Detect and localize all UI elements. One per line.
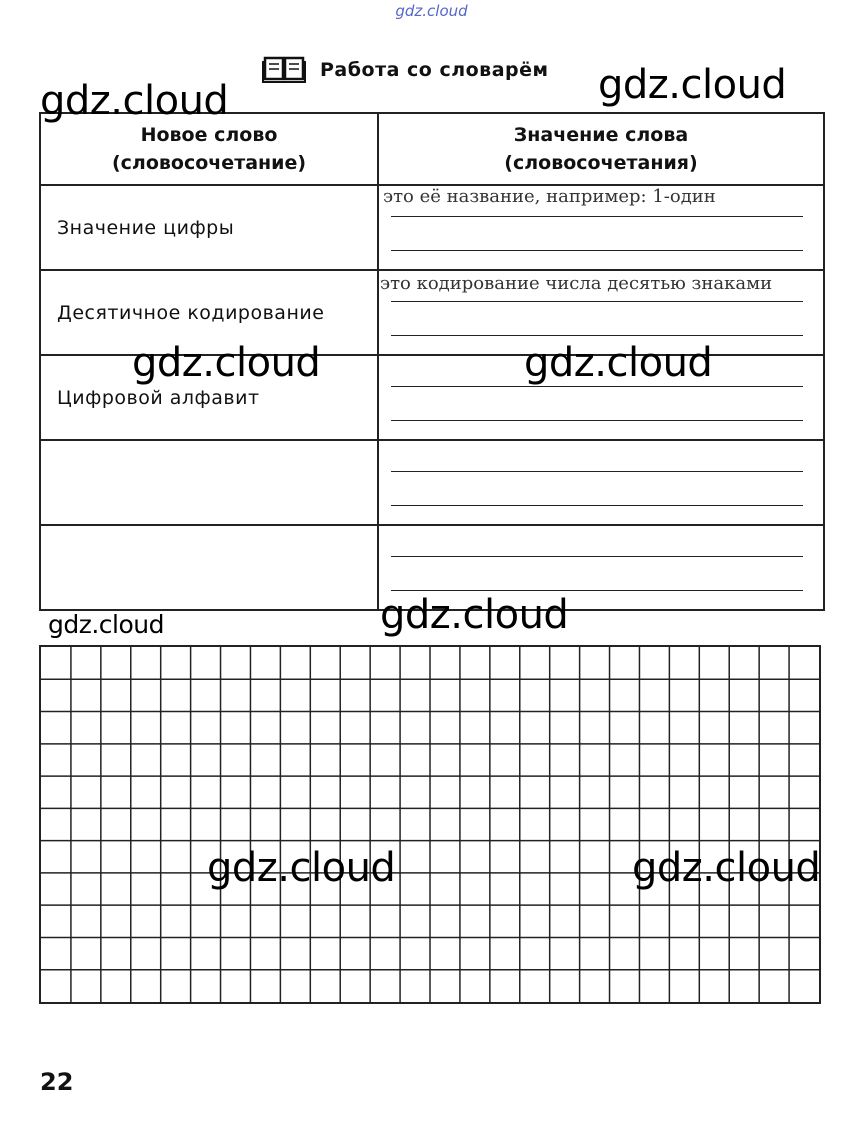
writing-line <box>391 505 803 506</box>
watermark: gdz.cloud <box>632 845 821 891</box>
writing-line <box>391 216 803 217</box>
grid-lines <box>41 647 819 1002</box>
table-row <box>40 440 824 525</box>
watermark: gdz.cloud <box>132 340 321 386</box>
handwritten-answer: это её название, например: 1-один <box>383 186 716 207</box>
watermark: gdz.cloud <box>380 592 569 638</box>
header-new-word-label: Новое слово (словосочетание) <box>111 124 307 174</box>
open-book-icon <box>262 53 306 87</box>
section-heading <box>262 52 549 88</box>
page-number: 22 <box>40 1068 74 1096</box>
term-cell <box>40 185 378 270</box>
watermark: gdz.cloud <box>524 340 713 386</box>
term-cell <box>40 525 378 610</box>
header-meaning <box>378 113 824 185</box>
term-text: Десятичное кодирование <box>57 301 325 324</box>
writing-line <box>391 250 803 251</box>
term-cell <box>40 440 378 525</box>
table-row <box>40 185 824 270</box>
section-title: Работа со словарём <box>320 59 549 81</box>
watermark: gdz.cloud <box>598 62 787 108</box>
header-meaning-label: Значение слова (словосочетания) <box>504 124 698 174</box>
term-text: Значение цифры <box>57 216 235 239</box>
writing-line <box>391 590 803 591</box>
watermark: gdz.cloud <box>207 845 396 891</box>
writing-line <box>391 420 803 421</box>
meaning-cell[interactable] <box>378 440 824 525</box>
watermark: gdz.cloud <box>48 610 165 639</box>
watermark: gdz.cloud <box>40 78 229 124</box>
writing-line <box>391 335 803 336</box>
writing-line <box>391 386 803 387</box>
meaning-cell[interactable] <box>378 185 824 270</box>
writing-line <box>391 471 803 472</box>
handwritten-answer: это кодирование числа десятью знаками <box>380 273 773 294</box>
squared-grid[interactable] <box>39 645 821 1004</box>
term-text: Цифровой алфавит <box>57 386 260 409</box>
writing-line <box>391 556 803 557</box>
writing-line <box>391 301 803 302</box>
top-watermark: gdz.cloud <box>395 2 468 20</box>
